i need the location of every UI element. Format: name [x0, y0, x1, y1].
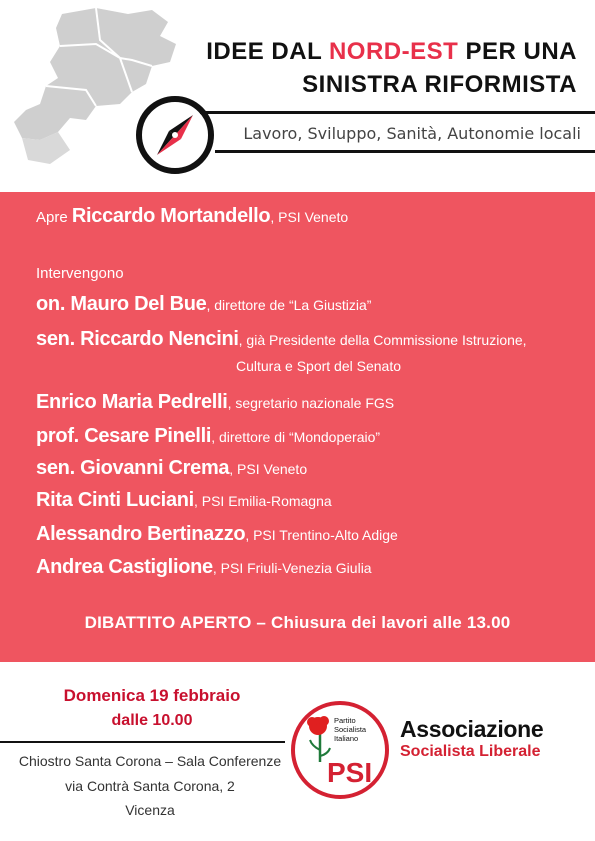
subtitle-divider	[215, 150, 595, 153]
speaker-role: , direttore de “La Giustizia”	[206, 297, 372, 313]
subtitle: Lavoro, Sviluppo, Sanità, Autonomie locali	[243, 124, 581, 143]
opening-speaker	[36, 205, 348, 228]
speaker-row	[36, 556, 372, 579]
speaker-name: Riccardo Mortandello	[71, 205, 271, 227]
title-divider	[200, 111, 595, 114]
speaker-name: Enrico Maria Pedrelli	[36, 391, 228, 413]
apre-label: Apre	[36, 209, 72, 226]
event-date: Domenica 19 febbraio	[63, 686, 241, 705]
party-name-1: Partito	[334, 716, 356, 725]
venue-divider	[0, 741, 285, 743]
association-subtitle: Socialista Liberale	[400, 743, 541, 760]
speaker-row	[36, 489, 332, 512]
speaker-row	[36, 523, 398, 546]
speaker-name: on. Mauro Del Bue	[36, 293, 207, 315]
speaker-row	[36, 293, 371, 316]
venue-line-3: Vicenza	[125, 802, 175, 818]
speaker-role: , PSI Veneto	[270, 209, 349, 225]
speaker-name: Alessandro Bertinazzo	[36, 523, 246, 545]
compass-icon	[135, 95, 215, 175]
psi-logo	[290, 700, 390, 800]
speaker-role-continued: Cultura e Sport del Senato	[236, 358, 401, 374]
speaker-role: , PSI Trentino-Alto Adige	[245, 527, 398, 543]
speaker-name: sen. Giovanni Crema	[36, 457, 230, 479]
open-debate-note: DIBATTITO APERTO – Chiusura dei lavori alle 13.00	[84, 613, 511, 632]
header	[0, 0, 595, 192]
title-line-1	[206, 38, 577, 66]
speaker-name: Rita Cinti Luciani	[36, 489, 194, 511]
speaker-role: , direttore di “Mondoperaio”	[211, 429, 381, 445]
speaker-name: Andrea Castiglione	[36, 556, 213, 578]
title-pre: IDEE DAL	[206, 38, 329, 65]
party-name-2: Socialista	[334, 725, 367, 734]
title-accent: NORD-EST	[328, 38, 459, 65]
title-line-2: SINISTRA RIFORMISTA	[302, 71, 577, 98]
speaker-role: , PSI Veneto	[229, 461, 308, 477]
program-panel	[0, 192, 595, 662]
speaker-row	[36, 457, 307, 480]
speaker-role: , PSI Emilia-Romagna	[193, 493, 332, 509]
speaker-row	[36, 391, 394, 414]
venue-line-1: Chiostro Santa Corona – Sala Conferenze	[18, 753, 282, 769]
speaker-name: prof. Cesare Pinelli	[36, 425, 212, 447]
speaker-role: , PSI Friuli-Venezia Giulia	[212, 560, 372, 576]
event-time: dalle 10.00	[111, 712, 193, 729]
intervengono-label: Intervengono	[36, 265, 124, 282]
party-acronym: PSI	[327, 757, 373, 788]
speaker-name: sen. Riccardo Nencini	[36, 328, 239, 350]
speaker-row	[36, 328, 527, 351]
title-post: PER UNA	[458, 38, 577, 65]
speaker-role: , già Presidente della Commissione Istruzione,	[238, 332, 527, 348]
speaker-role: , segretario nazionale FGS	[227, 395, 395, 411]
party-name-3: Italiano	[334, 734, 359, 743]
association-name: Associazione	[400, 716, 544, 742]
speaker-row	[36, 425, 380, 448]
venue-line-2: via Contrà Santa Corona, 2	[65, 778, 235, 794]
